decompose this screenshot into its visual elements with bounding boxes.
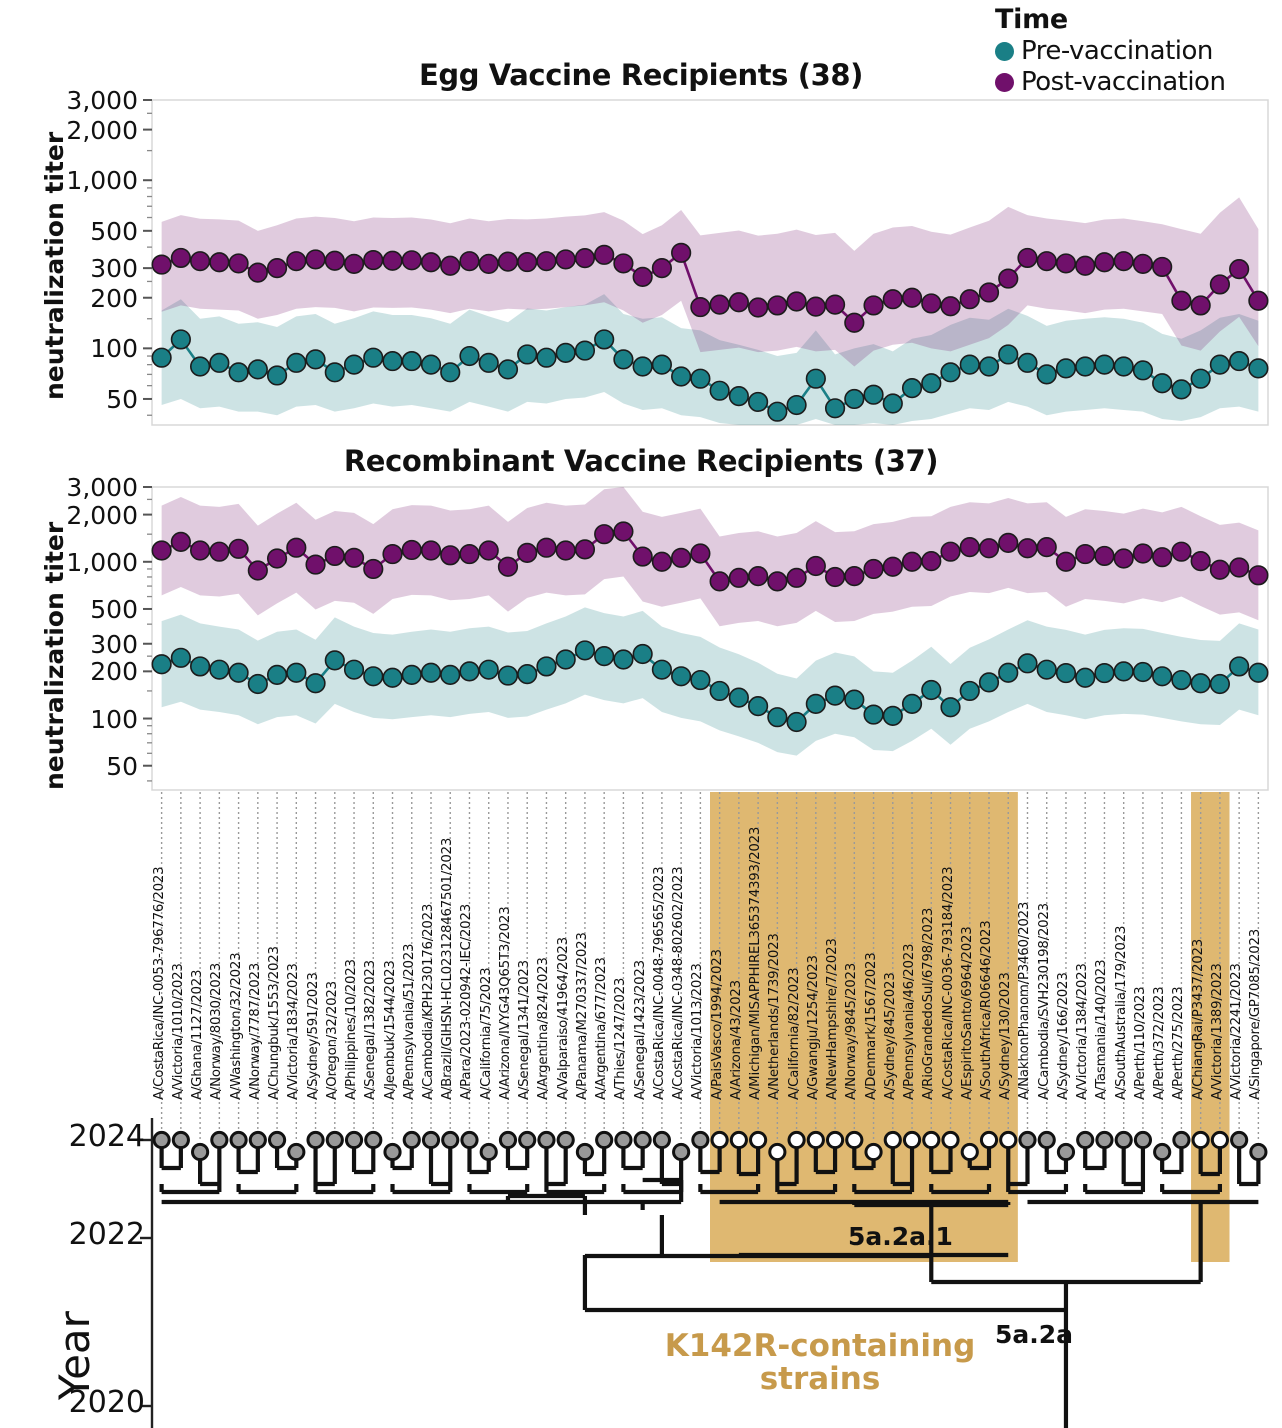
ytick-label: 200: [90, 657, 138, 687]
ytick-label: 1,000: [66, 166, 138, 196]
ytick-label: 100: [90, 334, 138, 364]
ytick-label: 2,000: [66, 500, 138, 530]
ytick-label: 500: [90, 216, 138, 246]
strain-label: A/Para/2023-020942-IEC/2023: [459, 904, 475, 1100]
ytick-label: 3,000: [66, 473, 138, 502]
strain-label: A/SouthAustralia/179/2023: [1113, 925, 1129, 1100]
strain-label: A/Argentina/677/2023: [594, 957, 610, 1100]
year-tick-label: 2022: [68, 1217, 145, 1252]
strain-label: A/Cambodia/KPH230176/2023: [421, 903, 436, 1100]
strain-label: A/Victoria/1013/2023: [690, 963, 706, 1100]
yaxis-title-year: Year: [50, 1311, 99, 1400]
strain-label: A/Panama/M270337/2023: [574, 932, 590, 1100]
strain-label: A/ChiangRai/P3437/2023: [1190, 938, 1206, 1100]
strain-label: A/PaisVasco/1994/2023: [709, 949, 725, 1100]
ytick-label: 2,000: [66, 115, 138, 145]
strain-label: A/Arizona/IVYG43Q65T3/2023: [497, 906, 513, 1100]
strain-label: A/Sydney/591/2023: [305, 972, 321, 1100]
phylogenetic-tree: [0, 788, 1282, 1428]
ytick-label: 3,000: [66, 86, 138, 115]
strain-label: A/Brazil/GIHSN-HCL023128467501/2023: [440, 837, 456, 1100]
strain-label: A/Philippines/10/2023: [344, 959, 360, 1100]
strain-label: A/Senegal/1382/2023: [363, 960, 379, 1100]
strain-label: A/Washington/32/2023: [228, 952, 244, 1100]
strain-label: A/Norway/8030/2023: [209, 962, 225, 1100]
strain-label: A/Victoria/2241/2023: [1229, 963, 1245, 1100]
strain-label: A/Pennsylvania/51/2023: [401, 943, 417, 1100]
strain-label: A/Oregon/32/2023: [324, 981, 340, 1100]
strain-label: A/Sydney/166/2023: [1055, 972, 1071, 1100]
legend-title: Time: [995, 4, 1068, 35]
strain-label: A/Victoria/1389/2023: [1209, 963, 1225, 1100]
strain-label: A/Victoria/1834/2023: [286, 963, 302, 1100]
strain-label: A/NewHampshire/7/2023: [825, 938, 841, 1100]
clade-label-5a2a1: 5a.2a.1: [848, 1222, 953, 1251]
panel-title-recombinant: Recombinant Vaccine Recipients (37): [343, 444, 939, 478]
strain-label: A/Norway/9845/2023: [844, 962, 860, 1100]
strain-label: A/CostaRica/INC-0048-796565/2023: [651, 866, 667, 1100]
strain-label: A/CostaRica/INC-0036-793184/2023: [940, 866, 956, 1100]
ytick-label: 300: [90, 254, 138, 284]
year-tick-label: 2020: [68, 1385, 145, 1420]
strain-label: A/Denmark/1567/2023: [863, 952, 879, 1100]
ytick-label: 50: [106, 751, 138, 781]
strain-label: A/Jeonbuk/1544/2023: [382, 960, 398, 1100]
strain-label: A/Ghana/1127/2023: [190, 969, 206, 1100]
k142r-line2: strains: [759, 1361, 881, 1398]
strain-label: A/Senegal/1341/2023: [517, 960, 533, 1100]
k142r-annotation: [655, 1330, 985, 1397]
k142r-line1: K142R-containing: [664, 1328, 976, 1364]
strain-label: A/Thies/1247/2023: [613, 977, 629, 1100]
strain-label: A/Cambodia/SVH230198/2023: [1036, 903, 1052, 1100]
ytick-label: 1,000: [66, 547, 138, 577]
strain-label: A/EspiritoSanto/6964/2023: [959, 926, 975, 1100]
strain-label: A/Gwangju/1254/2023: [805, 955, 821, 1100]
strain-label: A/Argentina/824/2023: [536, 957, 552, 1100]
strain-label: A/Arizona/43/2023: [728, 980, 744, 1100]
clade-label-5a2a: 5a.2a: [995, 1320, 1074, 1349]
yaxis-title-egg: neutralization titer: [40, 131, 69, 400]
strain-label: A/NakhonPhanom/P3460/2023: [1017, 901, 1033, 1100]
legend-label-post: Post-vaccination: [1021, 67, 1226, 97]
strain-label: A/Valparaiso/41964/2023: [555, 937, 571, 1100]
strain-label: A/Chungbuk/1553/2023: [267, 946, 283, 1100]
strain-label: A/Perth/110/2023: [1132, 986, 1148, 1100]
ytick-label: 200: [90, 283, 138, 313]
ytick-label: 500: [90, 594, 138, 624]
strain-label: A/California/75/2023: [478, 967, 494, 1100]
ytick-label: 100: [90, 704, 138, 734]
strain-label: A/Perth/275/2023: [1171, 986, 1187, 1100]
strain-label: A/Victoria/1384/2023: [1075, 963, 1091, 1100]
strain-label: A/CostaRica/INC-0053-796776/2023: [151, 866, 167, 1100]
yaxis-title-recombinant: neutralization titer: [40, 521, 69, 790]
strain-label: A/California/82/2023: [786, 967, 802, 1100]
legend-label-pre: Pre-vaccination: [1021, 36, 1213, 66]
strain-label: A/Sydney/845/2023: [882, 972, 898, 1100]
strain-label: A/Michigan/MISAPPHIREL365374393/2023: [748, 826, 764, 1100]
strain-label: A/Norway/7787/2023: [247, 962, 263, 1100]
strain-label: A/Singapore/GP7085/2023: [1248, 928, 1264, 1100]
strain-label: A/Victoria/1010/2023: [170, 963, 186, 1100]
strain-label: A/Sydney/130/2023: [998, 972, 1014, 1100]
strain-label: A/Tasmania/140/2023: [1094, 959, 1110, 1100]
year-tick-label: 2024: [68, 1119, 145, 1154]
strain-label: A/Netherlands/1739/2023: [767, 933, 783, 1100]
ytick-label: 50: [106, 384, 138, 414]
strain-label: A/RioGrandedoSul/6798/2023: [921, 907, 937, 1100]
panel-title-egg: Egg Vaccine Recipients (38): [418, 58, 863, 92]
strain-label: A/SouthAfrica/R06646/2023: [979, 920, 994, 1100]
strain-label: A/Perth/372/2023: [1152, 986, 1168, 1100]
ytick-label: 300: [90, 629, 138, 659]
strain-label: A/Pennsylvania/46/2023: [902, 943, 918, 1100]
strain-label: A/CostaRica/INC-0348-802602/2023: [671, 866, 687, 1100]
strain-label: A/Senegal/1423/2023: [632, 960, 648, 1100]
